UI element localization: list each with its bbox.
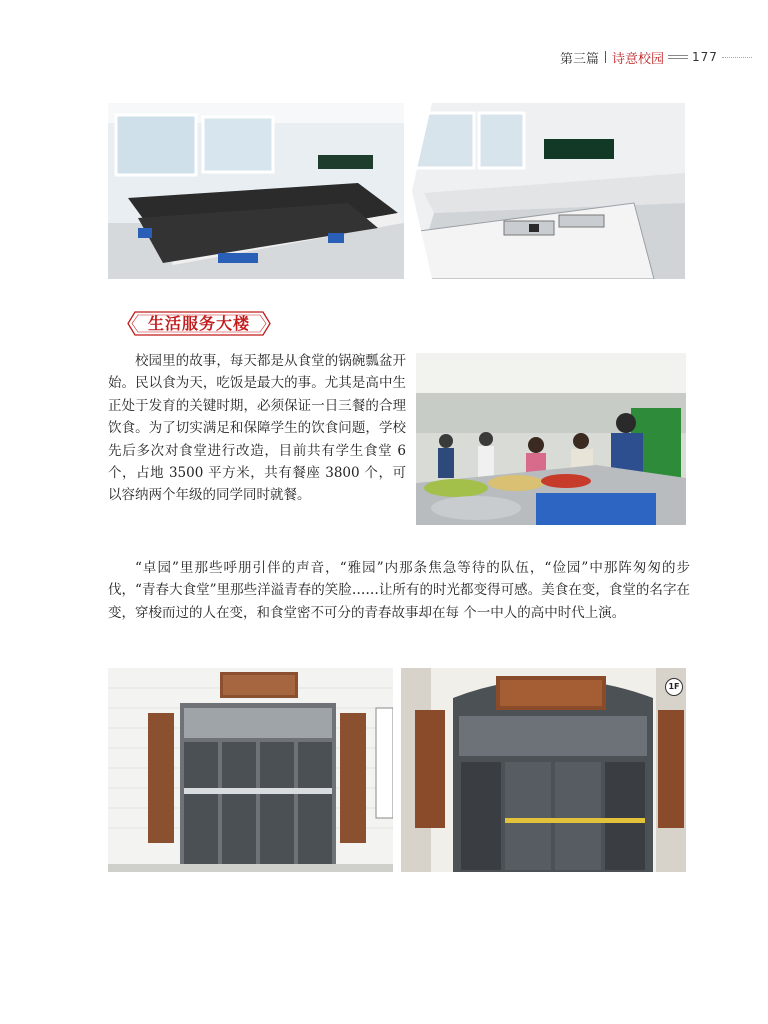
section-title-text: 生活服务大楼 — [147, 314, 250, 333]
canteen-inspection-photo — [416, 353, 686, 525]
lab-photo-right — [404, 103, 685, 279]
header-divider — [605, 51, 606, 63]
section-title — [127, 311, 271, 336]
paragraph-canteen-stories: “卓园”里那些呼朋引伴的声音，“雅园”内那条焦急等待的队伍，“俭园”中那阵匆匆的步伐，“青春大食堂”里那些洋溢青春的笑脸……让所有的时光都变得可感。美食在变，食堂的名字在变，穿梭而过的人在变，和食堂密不可分的青春故事却在每 个一中人的高中时代上演。 — [108, 560, 690, 621]
canteen-entrance-photo-right — [401, 668, 686, 872]
paragraph-canteen-intro: 校园里的故事，每天都是从食堂的锅碗瓢盆开始。民以食为天，吃饭是最大的事。尤其是高中生正处于发育的关键时期，必须保证一日三餐的合理饮食。为了切实满足和保障学生的饮食问题，学校先后多次对食堂进行改造，目前共有学生食堂 6 个，占地 3500 平方米，共有餐座 3800 个，可以容纳两个年级的同学同时就餐。 — [108, 353, 406, 504]
lab-photo-left — [108, 103, 438, 279]
header-rule — [668, 55, 688, 59]
header-dots — [722, 57, 752, 58]
page-number: 177 — [692, 50, 718, 64]
page-header — [560, 47, 760, 67]
floor-badge-label: 1F — [668, 682, 680, 691]
floor-badge — [665, 678, 683, 696]
chapter-label: 第三篇 — [560, 51, 600, 67]
canteen-entrance-photo-left — [108, 668, 393, 872]
section-label: 诗意校园 — [612, 51, 665, 67]
